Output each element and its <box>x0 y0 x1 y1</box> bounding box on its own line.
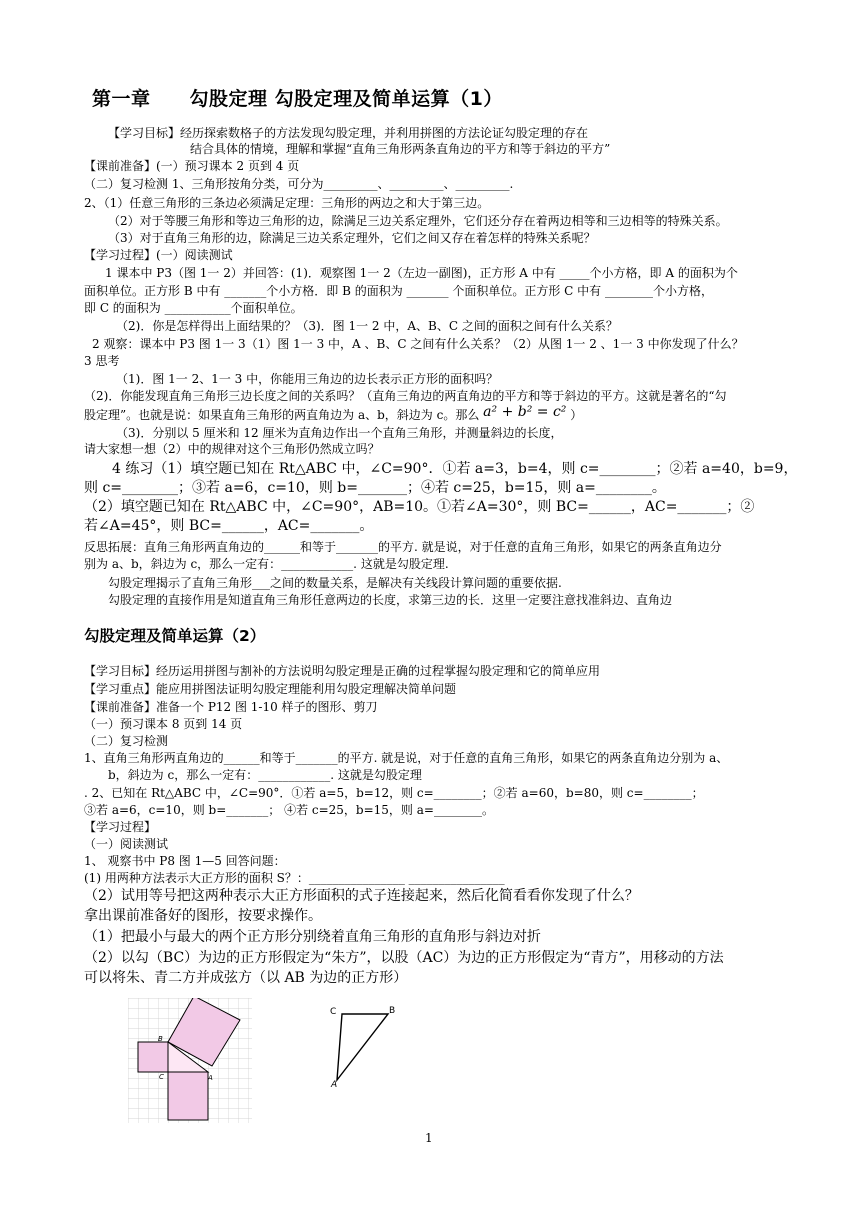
vertex-label-c: C <box>159 1073 164 1081</box>
think-question-2-close: ） <box>570 408 583 422</box>
review-question-2-1: 2、（1）任意三角形的三条边必须满足定理：三角形的两边之和大于第三边。 <box>84 196 490 210</box>
s2-pre-class-prep: 【课前准备】准备一个 P12 图 1-10 样子的图形、剪刀 <box>84 700 378 714</box>
section-2-title: 勾股定理及简单运算（2） <box>84 627 266 645</box>
triangle-figure <box>326 1000 398 1090</box>
triangle-label-b: B <box>389 1006 396 1016</box>
theorem-significance: 勾股定理揭示了直角三角形___之间的数量关系，是解决有关线段计算问题的重要依据. <box>108 576 562 590</box>
observe-2: 2 观察：课本中 P3 图 1一 3（1）图 1一 3 中，A 、B、C 之间有什么关系？（2）从图 1一 2 、1一 3 中你发现了什么？ <box>92 337 744 351</box>
exercise-4-line-3: （2）填空题已知在 Rt△ABC 中，∠C=90°，AB=10。①若∠A=30°，则 BC=______，AC=_______；② <box>84 499 755 515</box>
think-3-heading: 3 思考 <box>84 354 120 368</box>
s2-operation-1: （1）把最小与最大的两个正方形分别绕着直角三角形的直角形与斜边对折 <box>84 929 541 945</box>
vertex-label-b: B <box>158 1035 163 1043</box>
s2-operation-2-line-2: 可以将朱、青二方并成弦方（以 AB 为边的正方形） <box>84 970 408 986</box>
s2-question-1a: (1) 用两种方法表示大正方形的面积 S？：________________ ________________ <box>84 871 505 885</box>
learning-goal-2: 结合具体的情境，理解和掌握“直角三角形两条直角边的平方和等于斜边的平方” <box>190 142 611 156</box>
think-question-1: （1)．图 1一 2、1一 3 中，你能用三角边的边长表示正方形的面积吗？ <box>116 372 499 386</box>
review-question-1: （二）复习检测 1、三角形按角分类，可分为_________、_________、_________. <box>84 177 514 191</box>
vertex-label-a: A <box>208 1074 213 1082</box>
think-question-2-text: 股定理”。也就是说：如果直角三角形的两直角边为 a、b，斜边为 c。那么 <box>84 408 480 422</box>
s2-learning-focus: 【学习重点】能应用拼图法证明勾股定理能利用勾股定理解决简单问题 <box>84 682 457 696</box>
s2-review-2-line-2: ③若 a=6，c=10，则 b=_______； ④若 c=25，b=15，则 a=________。 <box>84 803 494 817</box>
reflection-line-1: 反思拓展：直角三角形两直角边的______和等于_______的平方. 就是说，对于任意的直角三角形，如果它的两条直角边分 <box>84 540 722 554</box>
reading-1-line-3: 即 C 的面积为 ___________个面积单位。 <box>84 301 303 315</box>
triangle-outline <box>337 1014 388 1080</box>
pythagorean-formula: a² + b² = c² <box>483 404 567 420</box>
pre-class-prep: 【课前准备】(一）预习课本 2 页到 4 页 <box>84 159 300 173</box>
reflection-line-2: 别为 a、b，斜边为 c，那么一定有：____________. 这就是勾股定理. <box>84 557 449 571</box>
s2-operation-2-line-1: （2）以勾（BC）为边的正方形假定为“朱方”，以股（AC）为边的正方形假定为“青方”，用移动的方法 <box>84 950 724 966</box>
reading-1-line-1: 1 课本中 P3（图 1一 2）并回答：(1)．观察图 1一 2（左边一副图)，正方形 A 中有 _____个小方格，即 A 的面积为个 <box>105 266 738 280</box>
reading-1-line-2: 面积单位。正方形 B 中有 _______个小方格．即 B 的面积为 _______ 个面积单位。正方形 C 中有 ________个小方格， <box>84 284 713 298</box>
learning-goal: 【学习目标】经历探索数格子的方法发现勾股定理，并利用拼图的方法论证勾股定理的存在 <box>108 126 589 140</box>
think-question-2: （2)．你能发现直角三角形三边长度之间的关系吗？（直角三角边的两直角边的平方和等于斜边的平方。这就是著名的“勾 <box>84 389 727 403</box>
s2-learning-goal: 【学习目标】经历运用拼图与割补的方法说明勾股定理是正确的过程掌握勾股定理和它的简单应用 <box>84 664 601 678</box>
triangle-label-c: C <box>330 1007 337 1017</box>
think-question-3-cont: 请大家想一想（2）中的规律对这个三角形仍然成立吗？ <box>84 442 380 456</box>
learning-process-heading: 【学习过程】(一）阅读测试 <box>84 248 233 262</box>
exercise-4-line-4: 若∠A=45°，则 BC=______，AC=_______。 <box>84 518 374 534</box>
leg-square-bc <box>138 1042 168 1072</box>
s2-preview: （一）预习课本 8 页到 14 页 <box>84 717 243 731</box>
think-question-2-cont <box>84 404 784 420</box>
review-question-2-3: （3）对于直角三角形的边，除满足三边关系定理外，它们之间又存在着怎样的特殊关系呢？ <box>108 231 596 245</box>
s2-review-2-line-1: . 2、已知在 Rt△ABC 中，∠C=90°．①若 a=5，b=12，则 c=________；②若 a=60，b=80，则 c=________； <box>84 786 704 800</box>
leg-square-ac <box>168 1072 208 1120</box>
page-number: 1 <box>425 1131 433 1145</box>
s2-review-1-line-1: 1、直角三角形两直角边的______和等于_______的平方. 就是说，对于任意的直角三角形，如果它的两条直角边分别为 a、 <box>84 751 729 765</box>
theorem-usage: 勾股定理的直接作用是知道直角三角形任意两边的长度，求第三边的长．这里一定要注意找准斜边、直角边 <box>108 593 673 607</box>
s2-review-1-line-2: b，斜边为 c，那么一定有：____________. 这就是勾股定理 <box>108 768 422 782</box>
chapter-title: 第一章 勾股定理 勾股定理及简单运算（1） <box>92 88 503 110</box>
s2-question-1: 1、 观察书中 P8 图 1—5 回答问题： <box>84 854 286 868</box>
exercise-4-line-2: 则 c=________；③若 a=6，c=10，则 b=_______；④若 c=25，b=15，则 a=________。 <box>84 480 666 496</box>
exercise-4-line-1: 4 练习（1）填空题已知在 Rt△ABC 中，∠C=90°．①若 a=3，b=4，则 c=________；②若 a=40，b=9， <box>112 461 798 477</box>
s2-review-heading: （二）复习检测 <box>84 734 169 748</box>
s2-process-heading: 【学习过程】 <box>84 820 157 834</box>
triangle-label-a: A <box>331 1080 338 1090</box>
reading-1-line-4: （2)．你是怎样得出上面结果的？（3)．图 1一 2 中，A、B、C 之间的面积之间有什么关系？ <box>116 319 618 333</box>
think-question-3: （3)．分别以 5 厘米和 12 厘米为直角边作出一个直角三角形，并测量斜边的长度， <box>116 426 563 440</box>
s2-reading-heading: （一）阅读测试 <box>84 837 169 851</box>
pythagoras-grid-figure <box>128 998 252 1123</box>
s2-question-2: （2）试用等号把这两种表示大正方形面积的式子连接起来，然后化简看看你发现了什么？ <box>84 888 639 904</box>
s2-take-figure: 拿出课前准备好的图形，按要求操作。 <box>84 908 322 924</box>
review-question-2-2: （2）对于等腰三角形和等边三角形的边，除满足三边关系定理外，它们还分存在着两边相等和三边相等的特殊关系。 <box>108 214 728 228</box>
